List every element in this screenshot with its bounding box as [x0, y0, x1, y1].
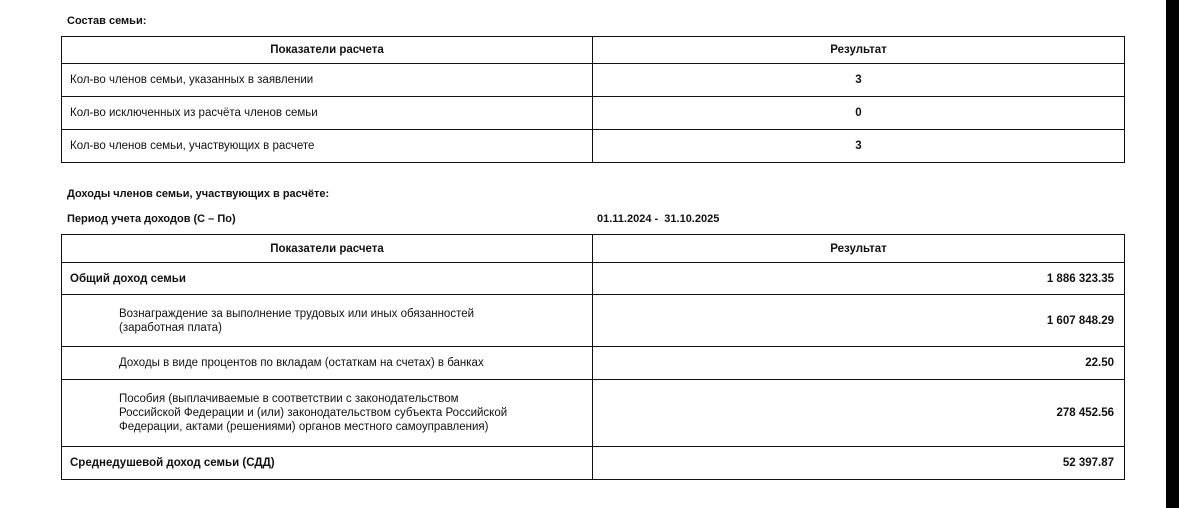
income-item-value: 278 452.56	[593, 380, 1125, 447]
income-item-label: Доходы в виде процентов по вкладам (остаткам на счетах) в банках	[62, 347, 593, 380]
average-income-value: 52 397.87	[593, 447, 1125, 480]
row-value: 3	[593, 130, 1125, 163]
row-label: Кол-во членов семьи, участвующих в расчете	[62, 130, 593, 163]
row-value: 0	[593, 97, 1125, 130]
period-label: Период учета доходов (С – По)	[67, 213, 236, 225]
table-row	[62, 130, 1125, 163]
family-section-title: Состав семьи:	[67, 15, 147, 27]
table-row	[62, 347, 1125, 380]
income-item-label: Вознаграждение за выполнение трудовых или иных обязанностей (заработная плата)	[62, 295, 593, 347]
table-row	[62, 380, 1125, 447]
row-label: Кол-во членов семьи, указанных в заявлении	[62, 64, 593, 97]
average-income-row	[62, 447, 1125, 480]
column-header-indicator: Показатели расчета	[62, 37, 593, 64]
table-header-row	[62, 37, 1125, 64]
income-item-value: 22.50	[593, 347, 1125, 380]
income-item-label: Пособия (выплачиваемые в соответствии с законодательством Российской Федерации и (или) законодательством субъекта Российской Федерации, актами (решениями) органов местного самоуправления)	[62, 380, 593, 447]
column-header-result: Результат	[593, 37, 1125, 64]
row-label: Кол-во исключенных из расчёта членов семьи	[62, 97, 593, 130]
income-table	[61, 234, 1125, 480]
income-section-title: Доходы членов семьи, участвующих в расчёте:	[67, 188, 330, 200]
average-income-label: Среднедушевой доход семьи (СДД)	[62, 447, 593, 480]
total-income-row	[62, 263, 1125, 295]
period-value: 01.11.2024 - 31.10.2025	[597, 213, 720, 225]
column-header-indicator: Показатели расчета	[62, 235, 593, 263]
total-income-label: Общий доход семьи	[62, 263, 593, 295]
column-header-result: Результат	[593, 235, 1125, 263]
row-value: 3	[593, 64, 1125, 97]
table-row	[62, 97, 1125, 130]
table-header-row	[62, 235, 1125, 263]
table-row	[62, 64, 1125, 97]
table-row	[62, 295, 1125, 347]
income-item-value: 1 607 848.29	[593, 295, 1125, 347]
total-income-value: 1 886 323.35	[593, 263, 1125, 295]
family-composition-table	[61, 36, 1125, 163]
